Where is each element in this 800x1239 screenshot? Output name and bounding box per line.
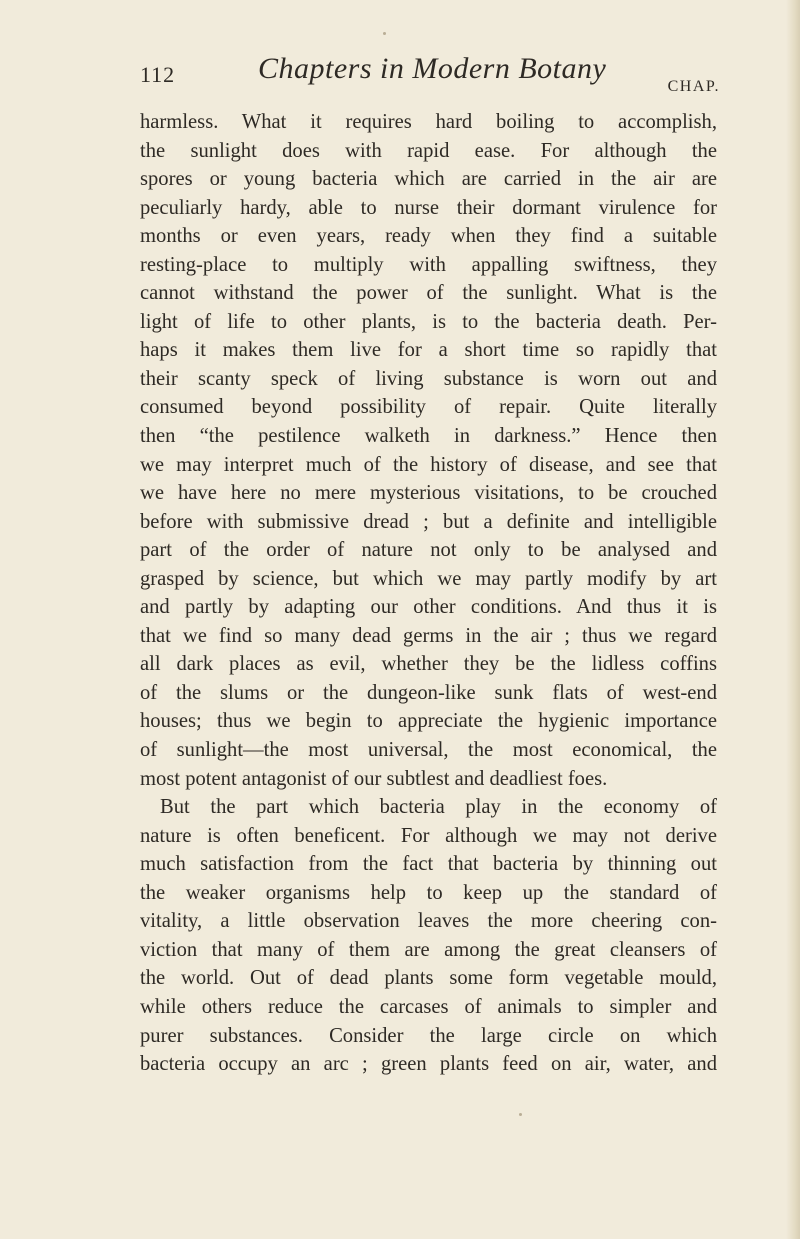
text-line: peculiarly hardy, able to nurse their dormant virulence for [140,196,717,219]
text-line: viction that many of them are among the great cleansers of [140,938,717,961]
text-line: before with submissive dread ; but a definite and intelligible [140,510,717,533]
text-line: we may interpret much of the history of disease, and see that [140,453,717,476]
text-line: while others reduce the carcases of animals to simpler and [140,995,717,1018]
text-line: harmless. What it requires hard boiling to accomplish, [140,111,717,133]
text-line: of the slums or the dungeon-like sunk flats of west-end [140,681,717,704]
text-line: much satisfaction from the fact that bacteria by thinning out [140,853,717,876]
text-line: haps it makes them live for a short time so rapidly that [140,339,717,362]
text-line: most potent antagonist of our subtlest and deadliest foes. [140,767,608,790]
text-line: But the part which bacteria play in the economy of [160,796,717,819]
text-line: of sunlight—the most universal, the most economical, the [140,739,717,762]
text-line: part of the order of nature not only to be analysed and [140,539,717,562]
text-line: light of life to other plants, is to the bacteria death. Per- [140,310,717,333]
text-line: cannot withstand the power of the sunlight. What is the [140,282,717,305]
text-line: bacteria occupy an arc ; green plants feed on air, water, and [140,1053,717,1076]
text-line: the weaker organisms help to keep up the standard of [140,881,717,904]
text-line: grasped by science, but which we may partly modify by art [140,567,717,590]
body-text [140,108,717,1079]
page-number: 112 [140,62,176,87]
page-edge-shadow [786,0,800,1239]
text-line: we have here no mere mysterious visitations, to be crouched [140,482,717,505]
text-line: resting-place to multiply with appalling swiftness, they [140,253,717,276]
text-line: that we find so many dead germs in the air ; thus we regard [140,624,717,647]
text-line: nature is often beneficent. For although we may not derive [140,824,717,847]
paper-speck [383,32,386,35]
text-line: their scanty speck of living substance is worn out and [140,367,717,390]
text-line: and partly by adapting our other conditions. And thus it is [140,596,717,619]
text-line: the world. Out of dead plants some form vegetable mould, [140,967,717,990]
running-title: Chapters in Modern Botany [258,52,607,85]
text-line: the sunlight does with rapid ease. For although the [140,139,717,162]
paper-speck [519,1113,522,1116]
text-line: then “the pestilence walketh in darkness.” Hence then [140,425,717,448]
text-line: spores or young bacteria which are carried in the air are [140,168,717,191]
text-line: consumed beyond possibility of repair. Quite literally [140,396,717,419]
text-line: all dark places as evil, whether they be the lidless coffins [140,653,717,676]
running-header [140,52,720,96]
text-line: houses; thus we begin to appreciate the hygienic importance [140,710,717,733]
chapter-mark: CHAP. [667,78,720,95]
text-line: months or even years, ready when they find a suitable [140,225,717,248]
text-line: vitality, a little observation leaves the more cheering con- [140,910,717,933]
text-line: purer substances. Consider the large circle on which [140,1024,717,1047]
